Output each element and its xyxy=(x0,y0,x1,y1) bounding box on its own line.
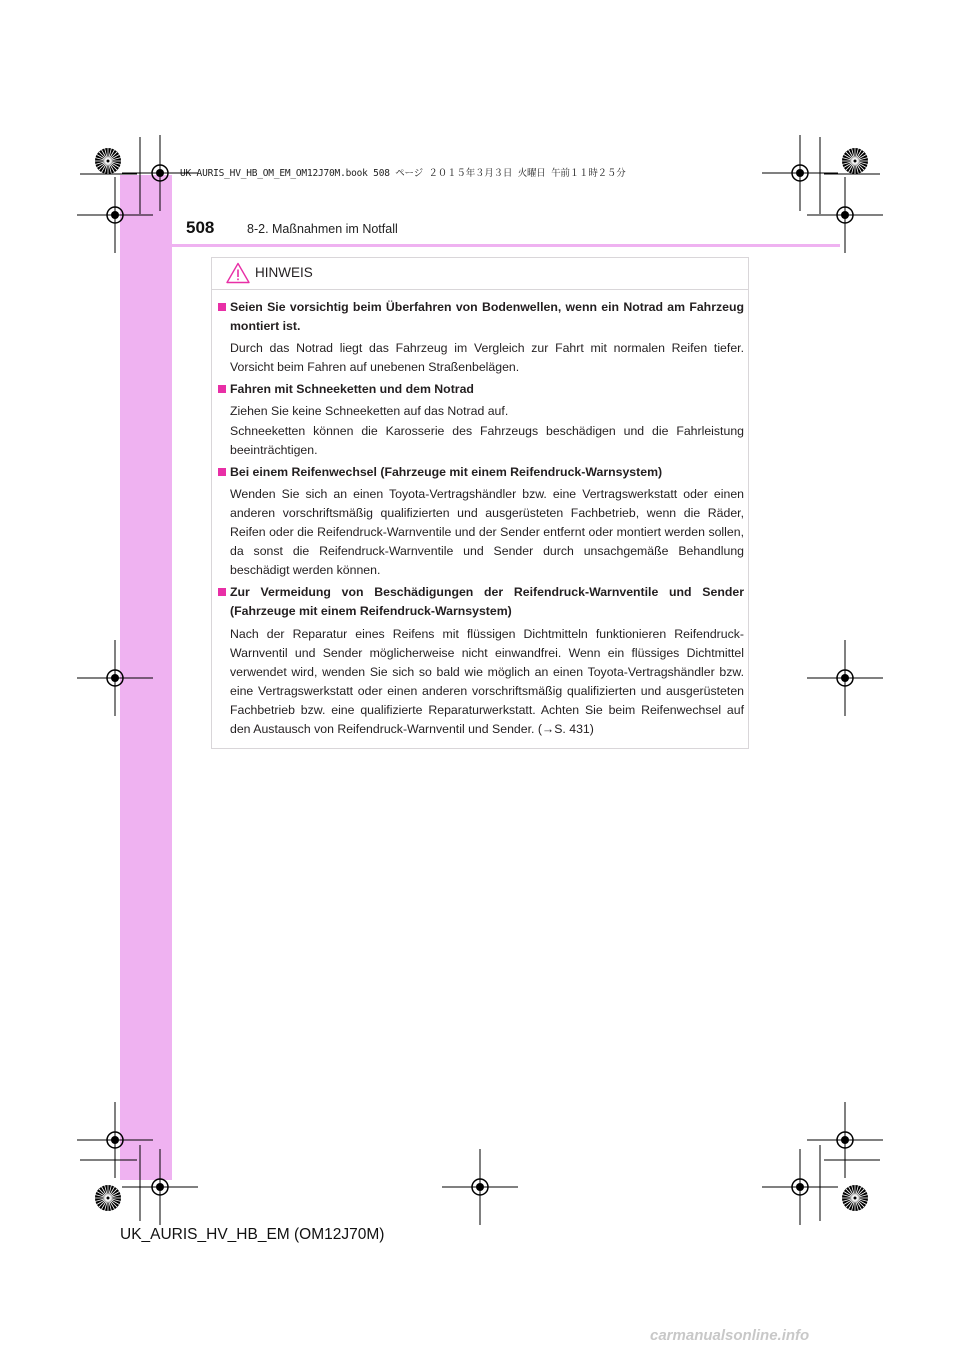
note-title: HINWEIS xyxy=(255,265,313,280)
page-number: 508 xyxy=(186,218,215,237)
crosshair-mark-icon xyxy=(442,1149,518,1225)
note-item-heading-text: Seien Sie vorsichtig beim Überfahren von Bodenwellen, wenn ein Notrad am Fahrzeug montiert ist. xyxy=(230,300,744,334)
note-item-text: Ziehen Sie keine Schneeketten auf das Notrad auf. Schneeketten können die Karosserie des Fahrzeugs beschädigen und die Fahrleistung beeinträchtigen. xyxy=(230,404,744,457)
print-info-line: UK AURIS_HV_HB_OM_EM_OM12J70M.book 508 ページ ２０１５年３月３日 火曜日 午前１１時２５分 xyxy=(180,168,626,179)
note-item-text: Wenden Sie sich an einen Toyota-Vertragshändler bzw. eine Vertragswerkstatt oder einen anderen vorschriftsmäßig qualifizierten und ausgerüsteten Fachbetrieb, wenn die Räder, Reifen oder die Reifendruck-Warnventile und der Sender entfernt oder montiert werden sollen, da sonst die Reifendruck-Warnventile und Sender durch unsachgemäße Behandlung beschädigt werden können. xyxy=(230,486,744,578)
note-item-heading-text: Bei einem Reifenwechsel (Fahrzeuge mit einem Reifendruck-Warnsystem) xyxy=(230,464,663,479)
note-item-text: Durch das Notrad liegt das Fahrzeug im Vergleich zur Fahrt mit normalen Reifen tiefer. Vorsicht beim Fahren auf unebenen Straßenbelägen. xyxy=(230,341,744,375)
crosshair-mark-icon xyxy=(122,135,198,211)
crosshair-marks xyxy=(77,135,883,1225)
crosshair-mark-icon xyxy=(77,1102,153,1178)
crosshair-mark-icon xyxy=(807,640,883,716)
note-item-heading-text: Fahren mit Schneeketten und dem Notrad xyxy=(230,382,474,397)
footer-document-code: UK_AURIS_HV_HB_EM (OM12J70M) xyxy=(120,1226,385,1243)
starburst-mark-icon xyxy=(842,148,868,174)
section-title: 8-2. Maßnahmen im Notfall xyxy=(247,222,398,236)
note-item-heading-text: Zur Vermeidung von Beschädigungen der Reifendruck-Warnventile und Sender (Fahrzeuge mit einem Reifendruck-Warnsystem) xyxy=(230,585,744,619)
crosshair-mark-icon xyxy=(762,135,838,211)
crosshair-mark-icon xyxy=(77,177,153,253)
starburst-mark-icon xyxy=(95,148,121,174)
starburst-mark-icon xyxy=(95,1185,121,1211)
starburst-mark-icon xyxy=(842,1185,868,1211)
crosshair-mark-icon xyxy=(807,177,883,253)
crosshair-mark-icon xyxy=(807,1102,883,1178)
crosshair-mark-icon xyxy=(77,640,153,716)
watermark-text: carmanualsonline.info xyxy=(650,1327,810,1344)
starburst-marks xyxy=(95,148,868,1211)
note-item-text: Nach der Reparatur eines Reifens mit flüssigen Dichtmitteln funktionieren Reifendruck-Warnventil und Sender möglicherweise nicht einwandfrei. Wenn ein flüssiges Dichtmittel verwendet wird, wenden Sie sich so bald wie möglich an einen Toyota-Vertragshändler bzw. eine Vertragswerkstatt oder einen anderen vorschriftsmäßig qualifizierten und ausgerüsteten Fachbetrieb bzw. eine qualifizierte Reparaturwerkstatt. Achten Sie beim Reifenwechsel auf den Austausch von Reifendruck-Warnventil und Sender. (→S. 431) xyxy=(230,626,744,736)
